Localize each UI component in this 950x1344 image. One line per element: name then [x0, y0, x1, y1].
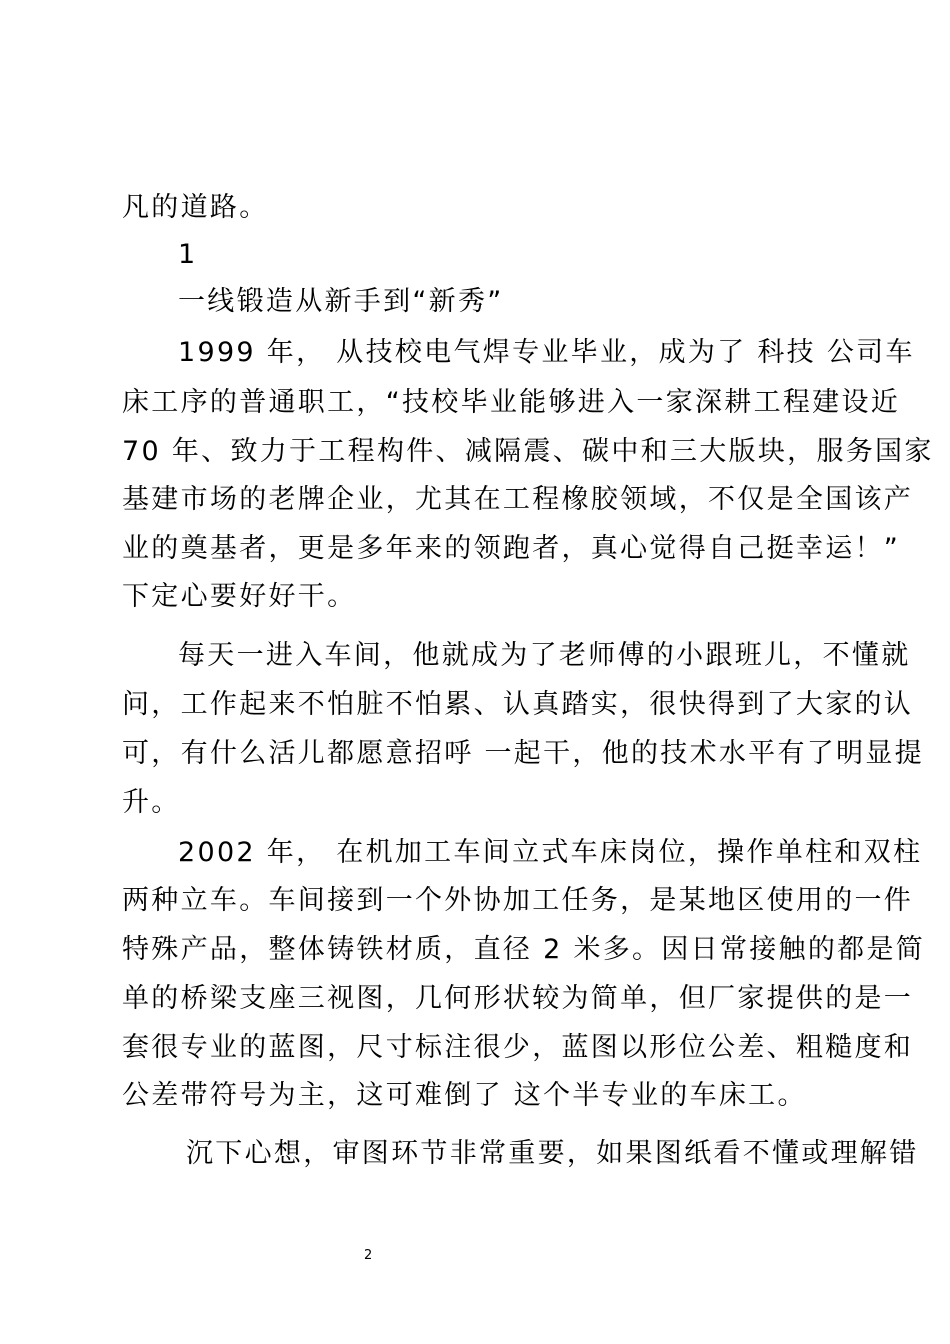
text-line: 业的奠基者，更是多年来的领跑者，真心觉得自己挺幸运！”: [122, 533, 901, 564]
text-line: 1999 年， 从技校电气焊专业毕业，成为了 科技 公司车: [178, 337, 915, 368]
text-line: 凡的道路。: [122, 192, 269, 223]
text-line: 每天一进入车间，他就成为了老师傅的小跟班儿，不懂就: [178, 640, 911, 671]
text-line: 两种立车。车间接到一个外协加工任务，是某地区使用的一件: [122, 885, 914, 916]
text-line: 公差带符号为主，这可难倒了 这个半专业的车床工。: [122, 1080, 807, 1111]
text-line: 沉下心想，审图环节非常重要，如果图纸看不懂或理解错: [186, 1138, 919, 1169]
text-line: 床工序的普通职工，“技校毕业能够进入一家深耕工程建设近: [122, 387, 901, 418]
text-line: 70 年、致力于工程构件、减隔震、碳中和三大版块，服务国家: [122, 436, 934, 467]
text-line: 基建市场的老牌企业，尤其在工程橡胶领域，不仅是全国该产: [122, 484, 914, 515]
text-line: 下定心要好好干。: [122, 581, 357, 612]
text-line: 单的桥梁支座三视图，几何形状较为简单，但厂家提供的是一: [122, 983, 914, 1014]
text-line: 套很专业的蓝图，尺寸标注很少，蓝图以形位公差、粗糙度和: [122, 1032, 914, 1063]
text-line: 升。: [122, 787, 181, 818]
section-number: 1: [178, 239, 198, 270]
text-line: 2002 年， 在机加工车间立式车床岗位，操作单柱和双柱: [178, 837, 923, 868]
text-line: 可，有什么活儿都愿意招呼 一起干，他的技术水平有了明显提: [122, 738, 924, 769]
section-heading: 一线锻造从新手到“新秀”: [178, 286, 504, 317]
page-number: 2: [364, 1248, 373, 1263]
text-line: 特殊产品，整体铸铁材质，直径 2 米多。因日常接触的都是简: [122, 934, 926, 965]
text-line: 问，工作起来不怕脏不怕累、认真踏实，很快得到了大家的认: [122, 689, 914, 720]
